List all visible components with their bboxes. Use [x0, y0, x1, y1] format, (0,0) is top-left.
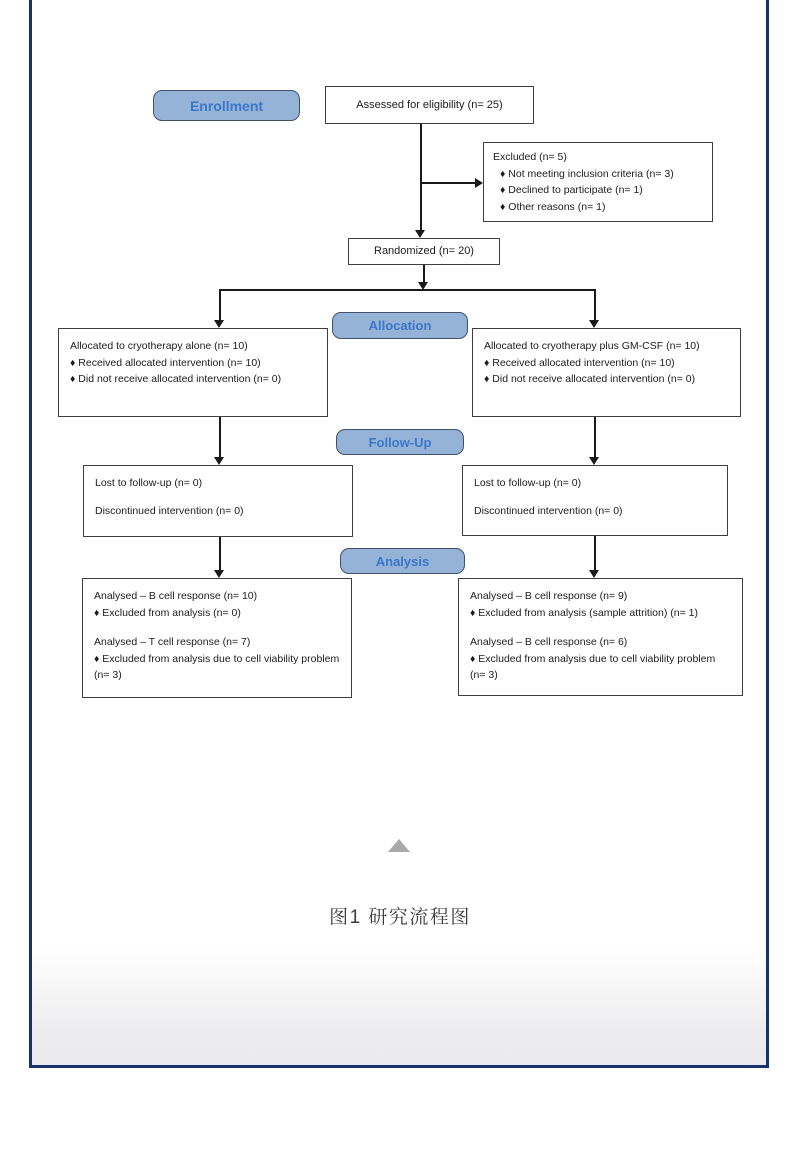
analysis-line: Analysed – B cell response (n= 9): [470, 590, 628, 602]
stage-label: Follow-Up: [368, 434, 432, 450]
connector-followup-to-analysis-right: [594, 536, 596, 570]
analysis-line: ♦ Excluded from analysis due to cell viability problem (n= 3): [94, 652, 340, 681]
excluded-item: ♦ Other reasons (n= 1): [500, 200, 606, 213]
connector-alloc-to-followup-left: [219, 417, 221, 457]
analysis-box-left: [82, 578, 352, 698]
excluded-title: Excluded (n= 5): [493, 151, 567, 163]
connector-to-excluded: [421, 182, 475, 184]
stage-badge-allocation: [332, 312, 468, 339]
analysis-line: ♦ Excluded from analysis (n= 0): [94, 606, 241, 619]
arrowhead-down-icon: [214, 457, 224, 465]
stage-label: Allocation: [368, 318, 432, 333]
connector-split-to-alloc-right: [594, 289, 596, 320]
excluded-item: ♦ Declined to participate (n= 1): [500, 184, 643, 196]
connector-randomized-to-split: [423, 265, 425, 283]
stage-badge-enrollment: [153, 90, 300, 121]
arrowhead-right-icon: [475, 178, 483, 188]
allocation-item: ♦ Received allocated intervention (n= 10): [484, 356, 675, 369]
followup-box-left: [83, 465, 353, 537]
allocation-title: Allocated to cryotherapy alone (n= 10): [70, 340, 248, 352]
allocation-box-left: [58, 328, 328, 417]
analysis-line: ♦ Excluded from analysis (sample attrition) (n= 1): [470, 606, 698, 619]
allocation-title: Allocated to cryotherapy plus GM-CSF (n= 10): [484, 340, 700, 352]
arrowhead-down-icon: [589, 457, 599, 465]
stage-label: Enrollment: [189, 97, 264, 114]
allocation-item: ♦ Received allocated intervention (n= 10): [70, 356, 261, 369]
stage-badge-followup: [336, 429, 464, 455]
allocation-box-right: [472, 328, 741, 417]
analysis-line: Analysed – T cell response (n= 7): [94, 636, 251, 648]
stage-label: Analysis: [375, 553, 430, 569]
allocation-item: ♦ Did not receive allocated intervention (n= 0): [484, 373, 696, 385]
connector-split-horizontal: [219, 289, 595, 291]
analysis-line: Analysed – B cell response (n= 10): [94, 590, 258, 602]
randomized-text: Randomized (n= 20): [374, 245, 474, 258]
collapse-triangle-up-icon[interactable]: [388, 839, 410, 852]
randomized-box: [348, 238, 500, 265]
analysis-line: ♦ Excluded from analysis due to cell viability problem (n= 3): [470, 652, 716, 681]
connector-split-to-alloc-left: [219, 289, 221, 320]
analysis-line: Analysed – B cell response (n= 6): [470, 636, 628, 648]
allocation-item: ♦ Did not receive allocated intervention (n= 0): [70, 373, 282, 385]
excluded-item: ♦ Not meeting inclusion criteria (n= 3): [500, 167, 674, 180]
analysis-box-right: [458, 578, 743, 696]
followup-line: Discontinued intervention (n= 0): [95, 504, 244, 517]
followup-line: Lost to follow-up (n= 0): [474, 477, 582, 489]
stage-badge-analysis: [340, 548, 465, 574]
assessed-box: [325, 86, 534, 124]
connector-assessed-to-randomized: [420, 124, 422, 232]
connector-followup-to-analysis-left: [219, 537, 221, 570]
excluded-box: [483, 142, 713, 222]
figure-caption: 图1 研究流程图: [329, 907, 471, 928]
arrowhead-down-icon: [589, 570, 599, 578]
connector-alloc-to-followup-right: [594, 417, 596, 457]
arrowhead-down-icon: [415, 230, 425, 238]
arrowhead-down-icon: [589, 320, 599, 328]
followup-line: Discontinued intervention (n= 0): [474, 504, 623, 517]
arrowhead-down-icon: [214, 570, 224, 578]
assessed-text: Assessed for eligibility (n= 25): [356, 98, 503, 111]
followup-box-right: [462, 465, 728, 536]
arrowhead-down-icon: [214, 320, 224, 328]
followup-line: Lost to follow-up (n= 0): [95, 477, 203, 489]
